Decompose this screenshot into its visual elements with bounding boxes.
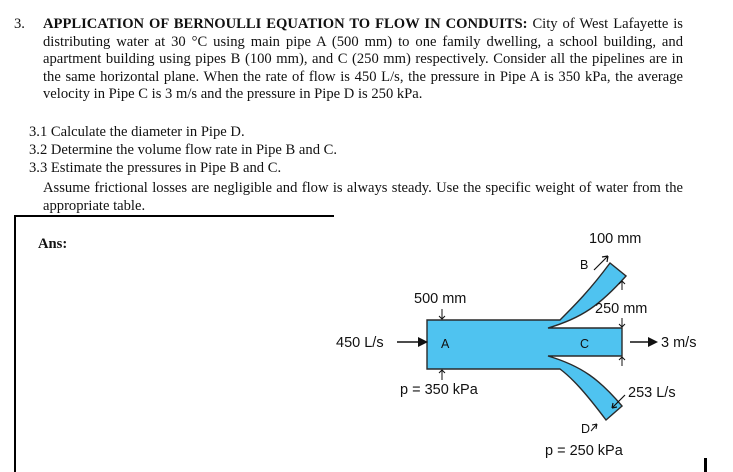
a-dim-top-arrow-icon [439, 309, 445, 319]
pressure-a-label: p = 350 kPa [400, 382, 478, 398]
d-arrow-icon [591, 424, 597, 431]
velocity-label: 3 m/s [661, 335, 697, 351]
a-dim-bottom-arrow-icon [439, 370, 445, 380]
problem-line-3: Consider all the pipelines are in the same horizontal plane. When the rate of flow is 450 L/s, the [43, 51, 683, 85]
a-pipe-label: A [441, 337, 450, 351]
problem-line-2: school building, and apartment building using pipes B (100 mm), and C (250 mm) respectively. [43, 33, 683, 68]
problem-title: APPLICATION OF BERNOULLI EQUATION TO FLOW IN CONDUITS: [43, 16, 528, 32]
answer-label: Ans: [38, 236, 68, 252]
c-diameter-label: 250 mm [595, 301, 648, 317]
flow-in-label: 450 L/s [336, 335, 384, 351]
velocity-arrow-icon [648, 337, 658, 347]
subquestion-3: 3.3 Estimate the pressures in Pipe B and C. [29, 160, 282, 176]
c-dim-top-arrow-icon [619, 318, 625, 327]
pressure-d-label: p = 250 kPa [545, 443, 623, 459]
problem-line-5: is 250 kPa. [357, 86, 423, 103]
problem-line-0: City of West [532, 16, 609, 32]
problem-number: 3. [14, 16, 25, 32]
subquestion-1: 3.1 Calculate the diameter in Pipe D. [29, 124, 245, 140]
d-pipe-label: D [581, 422, 591, 436]
problem-line-1: Lafayette is distributing water at 30 °C using main pipe A (500 mm) to one family dwelling, a [43, 16, 683, 50]
b-pipe-label: B [580, 258, 589, 272]
c-pipe-label: C [580, 337, 590, 351]
subquestion-2: 3.2 Determine the volume flow rate in Pipe B and C. [29, 142, 338, 158]
b-diameter-label: 100 mm [589, 231, 642, 247]
problem-line-4: pressure in Pipe A is 350 kPa, the average velocity in Pipe C is 3 m/s and the pressure in Pipe D [43, 68, 683, 103]
a-diameter-label: 500 mm [414, 291, 467, 307]
c-dim-bottom-arrow-icon [619, 357, 625, 366]
note-line-1: from the appropriate table. [43, 180, 683, 214]
d-flow-label: 253 L/s [628, 385, 676, 401]
note-line-0: Assume frictional losses are negligible and flow is always steady. Use the specific weight of water [43, 180, 629, 196]
